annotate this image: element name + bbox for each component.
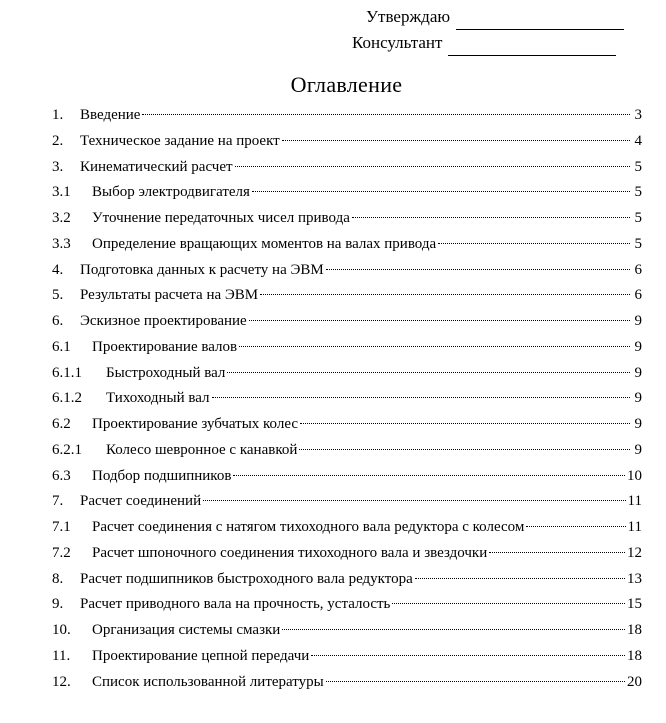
toc-entry-number: 12. — [52, 673, 71, 690]
toc-dot-leader — [392, 603, 625, 604]
toc-entry-title: Расчет соединения с натягом тихоходного вала редуктора с колесом — [92, 519, 525, 535]
toc-dot-leader — [415, 578, 625, 579]
toc-entry[interactable] — [52, 182, 642, 208]
toc-entry-number: 7.2 — [52, 544, 71, 561]
toc-dot-leader — [252, 191, 630, 192]
toc-entry-page: 15 — [627, 596, 642, 613]
toc-entry-title: Расчет приводного вала на прочность, усталость — [80, 596, 391, 613]
toc-entry-page: 13 — [627, 570, 642, 587]
toc-dot-leader — [489, 552, 625, 553]
toc-entry-number: 11. — [52, 647, 71, 664]
toc-dot-leader — [260, 294, 630, 295]
toc-entry-number: 6.3 — [52, 467, 71, 484]
toc-entry-page: 6 — [634, 261, 642, 278]
toc-entry[interactable] — [52, 646, 642, 672]
toc-dot-leader — [311, 655, 625, 656]
toc-entry-page: 5 — [634, 184, 642, 201]
toc-dot-leader — [352, 217, 630, 218]
toc-entry[interactable] — [52, 517, 642, 543]
toc-entry[interactable] — [52, 260, 642, 286]
toc-entry-number: 3. — [52, 158, 64, 175]
toc-entry-number: 6.2 — [52, 416, 71, 432]
toc-dot-leader — [212, 397, 630, 398]
toc-dot-leader — [300, 423, 630, 424]
table-of-contents — [52, 105, 642, 697]
toc-entry[interactable] — [52, 157, 642, 183]
toc-entry-number: 7.1 — [52, 519, 71, 535]
toc-dot-leader — [326, 681, 625, 682]
toc-dot-leader — [326, 269, 630, 270]
toc-entry[interactable] — [52, 491, 642, 517]
toc-dot-leader — [142, 114, 630, 115]
toc-entry-title: Тихоходный вал — [106, 390, 210, 407]
toc-entry-page: 10 — [627, 467, 642, 484]
toc-entry-page: 5 — [634, 158, 642, 175]
toc-dot-leader — [299, 449, 630, 450]
toc-entry-title: Выбор электродвигателя — [92, 184, 250, 201]
consultant-signature-line — [448, 37, 616, 56]
toc-dot-leader — [227, 372, 630, 373]
toc-entry[interactable] — [52, 208, 642, 234]
toc-entry[interactable] — [52, 672, 642, 698]
toc-entry-number: 9. — [52, 596, 64, 613]
toc-entry[interactable] — [52, 311, 642, 337]
toc-entry-title: Расчет соединений — [80, 493, 202, 510]
toc-entry-page: 18 — [627, 622, 642, 638]
toc-entry-title: Организация системы смазки — [92, 622, 281, 638]
toc-entry-title: Проектирование зубчатых колес — [92, 416, 299, 432]
toc-entry-number: 8. — [52, 570, 64, 587]
toc-entry-title: Быстроходный вал — [106, 364, 226, 381]
toc-entry-page: 11 — [627, 519, 642, 535]
toc-entry-title: Подготовка данных к расчету на ЭВМ — [80, 261, 324, 278]
toc-entry[interactable] — [52, 569, 642, 595]
toc-entry-title: Проектирование валов — [92, 338, 238, 355]
toc-entry-number: 7. — [52, 493, 64, 510]
toc-dot-leader — [239, 346, 630, 347]
toc-entry-number: 1. — [52, 107, 64, 123]
toc-entry-number: 6.1.2 — [52, 390, 82, 407]
toc-dot-leader — [282, 629, 625, 630]
toc-dot-leader — [235, 166, 630, 167]
toc-entry-title: Эскизное проектирование — [80, 313, 247, 329]
toc-entry-page: 5 — [634, 210, 642, 226]
toc-entry-number: 3.2 — [52, 210, 71, 226]
toc-entry-page: 6 — [634, 287, 642, 304]
toc-entry-number: 2. — [52, 132, 64, 149]
toc-entry-number: 10. — [52, 622, 71, 638]
approval-block — [352, 4, 652, 56]
toc-entry-page: 12 — [627, 544, 642, 561]
toc-dot-leader — [233, 475, 625, 476]
toc-entry-title: Определение вращающих моментов на валах привода — [92, 235, 437, 252]
toc-entry-page: 18 — [627, 647, 642, 664]
approve-label: Утверждаю — [366, 7, 451, 26]
toc-entry-number: 4. — [52, 261, 64, 278]
toc-entry-title: Результаты расчета на ЭВМ — [80, 287, 259, 304]
toc-entry[interactable] — [52, 594, 642, 620]
toc-entry-page: 9 — [634, 416, 642, 432]
toc-dot-leader — [203, 500, 625, 501]
toc-entry-page: 5 — [634, 235, 642, 252]
toc-entry[interactable] — [52, 414, 642, 440]
toc-entry[interactable] — [52, 234, 642, 260]
toc-entry[interactable] — [52, 440, 642, 466]
toc-title: Оглавление — [290, 72, 403, 97]
toc-entry-page: 9 — [634, 313, 642, 329]
toc-entry[interactable] — [52, 466, 642, 492]
toc-entry-title: Расчет шпоночного соединения тихоходного вала и звездочки — [92, 544, 488, 561]
toc-entry[interactable] — [52, 131, 642, 157]
toc-dot-leader — [282, 140, 630, 141]
toc-entry-number: 6.1 — [52, 338, 71, 355]
toc-entry-page: 9 — [634, 364, 642, 381]
toc-entry-title: Подбор подшипников — [92, 467, 232, 484]
toc-entry-title: Проектирование цепной передачи — [92, 647, 310, 664]
toc-entry-title: Колесо шевронное с канавкой — [106, 441, 298, 458]
consultant-row — [352, 30, 652, 56]
toc-entry-number: 6. — [52, 313, 64, 329]
toc-entry-number: 3.1 — [52, 184, 71, 201]
toc-entry[interactable] — [52, 285, 642, 311]
toc-entry-number: 5. — [52, 287, 64, 304]
toc-entry[interactable] — [52, 105, 642, 131]
toc-entry[interactable] — [52, 543, 642, 569]
toc-dot-leader — [438, 243, 630, 244]
toc-entry-title: Кинематический расчет — [80, 158, 233, 175]
toc-entry-number: 6.2.1 — [52, 441, 82, 458]
toc-entry-title: Техническое задание на проект — [80, 132, 280, 149]
toc-entry-page: 3 — [634, 107, 642, 123]
approve-row — [352, 4, 652, 30]
toc-entry-page: 9 — [634, 441, 642, 458]
toc-entry-number: 3.3 — [52, 235, 71, 252]
toc-entry[interactable] — [52, 337, 642, 363]
approve-signature-line — [456, 11, 624, 30]
toc-entry-page: 11 — [627, 493, 642, 510]
consultant-label: Консультант — [352, 33, 443, 52]
toc-entry-page: 9 — [634, 390, 642, 407]
toc-entry-page: 4 — [634, 132, 642, 149]
toc-entry[interactable] — [52, 388, 642, 414]
toc-entry-title: Введение — [80, 107, 141, 123]
toc-entry-title: Уточнение передаточных чисел привода — [92, 210, 350, 226]
toc-dot-leader — [526, 526, 625, 527]
toc-entry-page: 9 — [634, 338, 642, 355]
toc-entry-title: Список использованной литературы — [92, 673, 324, 690]
toc-entry-page: 20 — [627, 673, 642, 690]
toc-entry[interactable] — [52, 363, 642, 389]
toc-entry-number: 6.1.1 — [52, 364, 82, 381]
toc-dot-leader — [249, 320, 630, 321]
toc-entry-title: Расчет подшипников быстроходного вала редуктора — [80, 570, 413, 587]
toc-entry[interactable] — [52, 620, 642, 646]
